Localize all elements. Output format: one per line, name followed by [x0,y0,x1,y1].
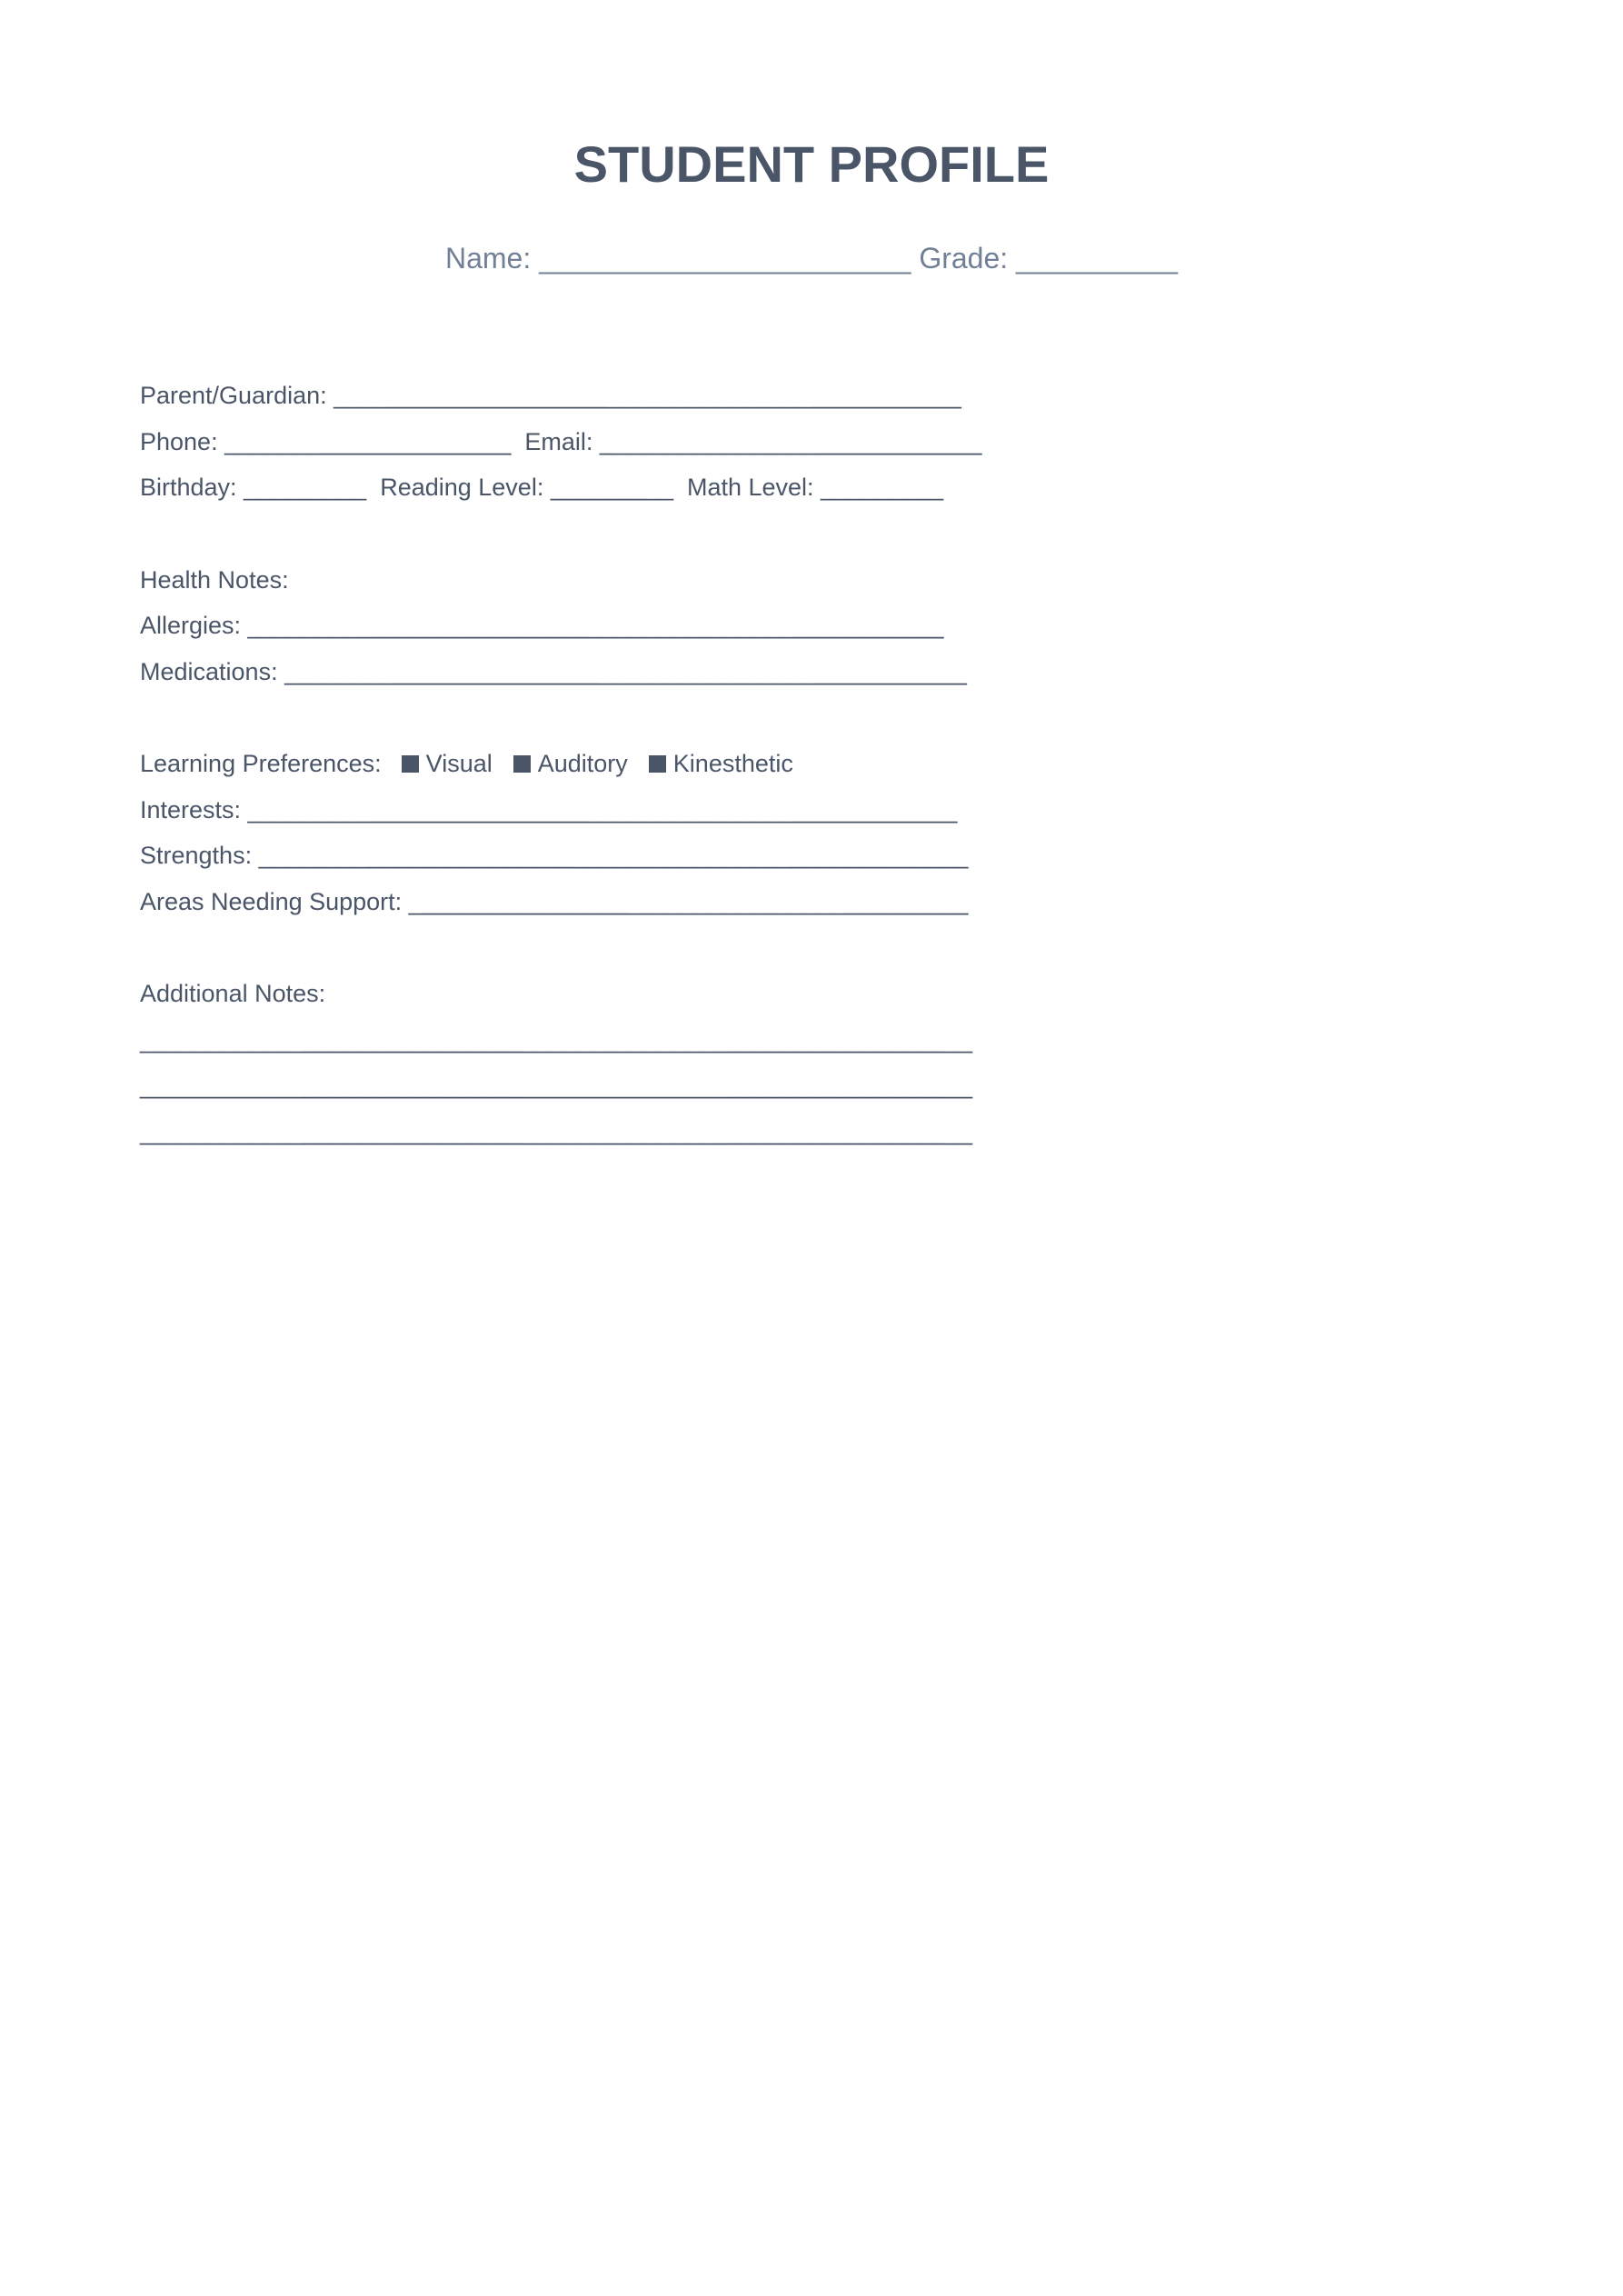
birthday-levels-field: Birthday: _________ Reading Level: _________ Math Level: _________ [140,474,944,501]
health-notes-heading: Health Notes: [140,565,289,594]
kinesthetic-checkbox[interactable] [649,755,666,773]
notes-line: _____________________________________________________________ [140,1117,972,1145]
phone-email-field: Phone: _____________________ Email: ____________________________ [140,427,982,455]
notes-line: _____________________________________________________________ [140,1025,972,1053]
allergies-field: Allergies: ___________________________________________________ [140,612,944,639]
section-gap [140,515,1258,562]
profile-form [140,377,1258,1159]
visual-checkbox[interactable] [402,755,419,773]
additional-notes-heading: Additional Notes: [140,980,326,1007]
section-gap [140,699,1258,745]
auditory-checkbox[interactable] [513,755,531,773]
medications-field: Medications: __________________________________________________ [140,657,967,685]
kinesthetic-option-label: Kinesthetic [672,750,793,777]
notes-line: _____________________________________________________________ [140,1072,972,1099]
parent-guardian-field: Parent/Guardian: ______________________________________________ [140,382,961,409]
learning-preferences-row [140,745,1258,792]
strengths-field: Strengths: ____________________________________________________ [140,842,969,869]
visual-option-label: Visual [425,750,493,777]
interests-field: Interests: ____________________________________________________ [140,795,958,824]
name-grade-line: Name: _______________________ Grade: __________ [444,242,1179,275]
learning-preferences-label: Learning Preferences: [140,750,382,777]
auditory-option-label: Auditory [537,750,628,777]
areas-needing-support-field: Areas Needing Support: _________________________________________ [140,887,969,915]
section-gap [140,929,1258,975]
page-title: STUDENT PROFILE [573,135,1050,193]
